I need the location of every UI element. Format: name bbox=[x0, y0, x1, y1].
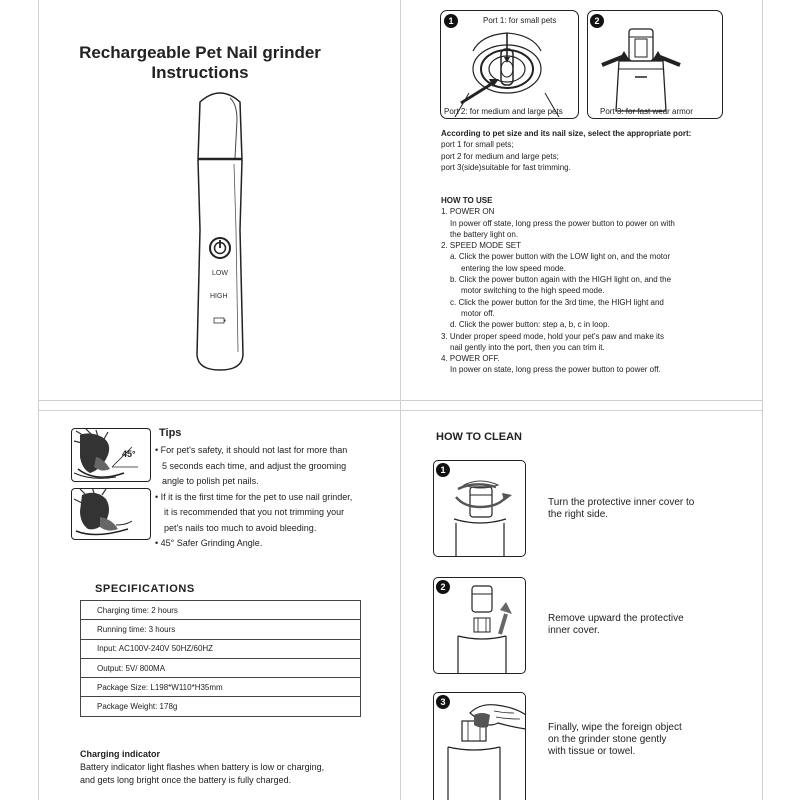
spec-cell: Package Size: L198*W110*H35mm bbox=[81, 678, 361, 697]
port-selection-section bbox=[441, 128, 751, 173]
clean-step-1-illustration bbox=[433, 460, 526, 557]
spec-cell: Charging time: 2 hours bbox=[81, 601, 361, 620]
step-number-badge: 2 bbox=[590, 14, 604, 28]
instruction-line: 3. Under proper speed mode, hold your pet's paw and make its bbox=[441, 331, 664, 341]
side-port-illustration bbox=[588, 11, 723, 119]
port-selection-line: port 2 for medium and large pets; bbox=[441, 151, 559, 161]
instruction-line: c. Click the power button for the 3rd time, the HIGH light and bbox=[450, 297, 664, 307]
how-to-use-heading: HOW TO USE bbox=[441, 196, 493, 205]
table-row bbox=[81, 601, 361, 620]
instruction-line: b. Click the power button again with the HIGH light on, and the bbox=[450, 275, 672, 285]
port-diagram-panel-1 bbox=[440, 10, 579, 119]
clean-step-line: on the grinder stone gently bbox=[548, 734, 667, 745]
page-title bbox=[40, 43, 360, 83]
tip-line: • For pet's safety, it should not last for more than bbox=[155, 445, 348, 455]
spec-cell: Output: 5V/ 800MA bbox=[81, 658, 361, 677]
nail-grinder-device-illustration bbox=[190, 90, 250, 372]
title-line-2: Instructions bbox=[151, 63, 249, 82]
charging-indicator-line: Battery indicator light flashes when battery is low or charging, bbox=[80, 762, 325, 772]
tip-line: • If it is the first time for the pet to use nail grinder, bbox=[155, 491, 353, 502]
table-row bbox=[81, 620, 361, 639]
instruction-line: entering the low speed mode. bbox=[461, 263, 566, 273]
clean-step-1-text bbox=[548, 497, 728, 521]
clean-step-3-text bbox=[548, 722, 728, 758]
instruction-line: motor off. bbox=[461, 308, 495, 318]
charging-indicator-line: and gets long bright once the battery is fully charged. bbox=[80, 775, 292, 785]
tips-heading: Tips bbox=[159, 427, 182, 439]
instruction-line: d. Click the power button: step a, b, c in loop. bbox=[450, 320, 610, 330]
angle-label: 45° bbox=[122, 449, 136, 459]
port-selection-heading: According to pet size and its nail size, select the appropriate port: bbox=[441, 129, 692, 138]
page-divider-horizontal bbox=[38, 400, 762, 401]
specifications-heading: SPECIFICATIONS bbox=[95, 583, 195, 595]
instruction-line: motor switching to the high speed mode. bbox=[461, 286, 605, 296]
step-number-badge: 1 bbox=[436, 463, 450, 477]
instruction-line: 1. POWER ON bbox=[441, 207, 495, 217]
specifications-table bbox=[80, 600, 361, 717]
port-3-caption: Port 3: for fast wear armor bbox=[600, 107, 693, 116]
spec-cell: Input: AC100V-240V 50HZ/60HZ bbox=[81, 639, 361, 658]
low-speed-label: LOW bbox=[212, 270, 228, 277]
how-to-clean-heading: HOW TO CLEAN bbox=[436, 431, 522, 443]
tip-line: it is recommended that you not trimming your bbox=[164, 507, 345, 517]
clean-step-line: inner cover. bbox=[548, 625, 600, 636]
clean-step-2-text bbox=[548, 613, 728, 637]
step-number-badge: 1 bbox=[444, 14, 458, 28]
high-speed-label: HIGH bbox=[210, 293, 228, 300]
tip-line: angle to polish pet nails. bbox=[162, 476, 259, 486]
clean-step-3-illustration bbox=[433, 692, 526, 800]
spec-cell: Running time: 3 hours bbox=[81, 620, 361, 639]
grinding-angle-illustration bbox=[71, 428, 151, 482]
instruction-line: a. Click the power button with the LOW light on, and the motor bbox=[450, 252, 671, 262]
tips-list bbox=[155, 443, 385, 552]
clean-step-line: the right side. bbox=[548, 509, 609, 520]
tip-line: pet's nails too much to avoid bleeding. bbox=[164, 522, 317, 533]
port-1-caption: Port 1: for small pets bbox=[483, 16, 557, 25]
port-selection-line: port 1 for small pets; bbox=[441, 140, 514, 150]
page-divider-horizontal bbox=[38, 410, 762, 411]
table-row bbox=[81, 697, 361, 716]
port-2-caption: Port 2: for medium and large pets bbox=[444, 107, 563, 116]
tip-line: • 45° Safer Grinding Angle. bbox=[155, 538, 263, 548]
port-diagram-panel-2 bbox=[587, 10, 723, 119]
clean-step-2-illustration bbox=[433, 577, 526, 674]
how-to-use-section bbox=[441, 195, 751, 376]
step-number-badge: 3 bbox=[436, 695, 450, 709]
page-divider-vertical bbox=[762, 0, 763, 800]
clean-step-line: Turn the protective inner cover to bbox=[548, 497, 695, 508]
tip-line: 5 seconds each time, and adjust the grooming bbox=[162, 460, 347, 471]
paw-grinding-illustration bbox=[71, 488, 151, 540]
instruction-line: In power off state, long press the power button to power on with bbox=[450, 218, 675, 228]
charging-indicator-heading: Charging indicator bbox=[80, 749, 161, 759]
spec-cell: Package Weight: 178g bbox=[81, 697, 361, 716]
instruction-line: 2. SPEED MODE SET bbox=[441, 241, 522, 251]
port-selection-line: port 3(side)suitable for fast trimming. bbox=[441, 162, 571, 172]
table-row bbox=[81, 658, 361, 677]
clean-step-line: Finally, wipe the foreign object bbox=[548, 722, 682, 733]
table-row bbox=[81, 678, 361, 697]
instruction-line: 4. POWER OFF. bbox=[441, 354, 500, 364]
charging-indicator-section bbox=[80, 748, 380, 787]
instruction-line: the battery light on. bbox=[450, 229, 519, 239]
title-line-1: Rechargeable Pet Nail grinder bbox=[79, 43, 321, 62]
table-row bbox=[81, 639, 361, 658]
step-number-badge: 2 bbox=[436, 580, 450, 594]
clean-step-line: with tissue or towel. bbox=[548, 746, 636, 757]
instruction-line: nail gently into the port, then you can trim it. bbox=[450, 342, 605, 352]
grinder-ports-illustration bbox=[441, 11, 579, 119]
instruction-line: In power on state, long press the power button to power off. bbox=[450, 365, 661, 375]
clean-step-line: Remove upward the protective bbox=[548, 613, 684, 624]
